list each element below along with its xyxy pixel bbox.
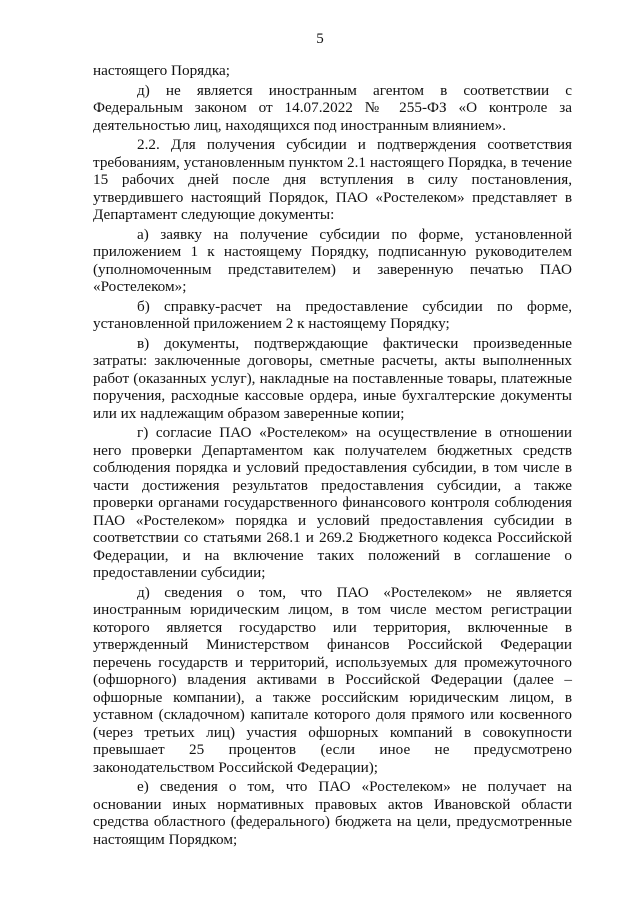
paragraph-item-d-offshore: д) сведения о том, что ПАО «Ростелеком» не является иностранным юридическим лицом, в том числе местом регистрации которого является государство или территория, включенные в утвержденный Министерством финансов Российской Федерации перечень государств и территорий, используемых для промежуточного (офшорного) владения активами в Российской Федерации (далее – офшорные компании), а также российским юридическим лицом, в уставном (складочном) капитале которого доля прямого или косвенного (через третьих лиц) участия офшорных компаний в совокупности превышает 25 процентов (если иное не предусмотрено законодательством Российской Федерации); xyxy=(93,583,572,776)
paragraph-section-2-2: 2.2. Для получения субсидии и подтверждения соответствия требованиям, установленным пунктом 2.1 настоящего Порядка, в течение 15 рабочих дней после дня вступления в силу постановления, утвердившего настоящий Порядок, ПАО «Ростелеком» представляет в Департамент следующие документы: xyxy=(93,136,572,223)
paragraph-item-a: а) заявку на получение субсидии по форме, установленной приложением 1 к настоящему Порядку, подписанную руководителем (уполномоченным представителем) и заверенную печатью ПАО «Ростелеком»; xyxy=(93,225,572,295)
paragraph-continuation: настоящего Порядка; xyxy=(93,62,230,79)
page-number: 5 xyxy=(316,31,324,47)
paragraph-item-v: в) документы, подтверждающие фактически произведенные затраты: заключенные договоры, сметные расчеты, акты выполненных работ (оказанных услуг), накладные на поставленные товары, платежные поручения, расходные кассовые ордера, иные бухгалтерские документы или их надлежащим образом заверенные копии; xyxy=(93,334,572,422)
document-body xyxy=(93,62,572,850)
paragraph-item-d-foreign-agent: д) не является иностранным агентом в соответствии с Федеральным законом от 14.07.2022 № 255-ФЗ «О контроле за деятельностью лиц, находящихся под иностранным влиянием». xyxy=(93,81,572,134)
paragraph-item-g: г) согласие ПАО «Ростелеком» на осуществление в отношении него проверки Департаментом как получателем бюджетных средств соблюдения порядка и условий предоставления субсидии, в том числе в части достижения результатов предоставления субсидии, а также проверки органами государственного финансового контроля соблюдения ПАО «Ростелеком» порядка и условий предоставления субсидии в соответствии со статьями 268.1 и 269.2 Бюджетного кодекса Российской Федерации, и на включение таких положений в соглашение о предоставлении субсидии; xyxy=(93,424,572,581)
paragraph-item-b: б) справку-расчет на предоставление субсидии по форме, установленной приложением 2 к настоящему Порядку; xyxy=(93,297,572,332)
paragraph-item-e: е) сведения о том, что ПАО «Ростелеком» не получает на основании иных нормативных правовых актов Ивановской области средства областного (федерального) бюджета на цели, предусмотренные настоящим Порядком; xyxy=(93,778,572,848)
